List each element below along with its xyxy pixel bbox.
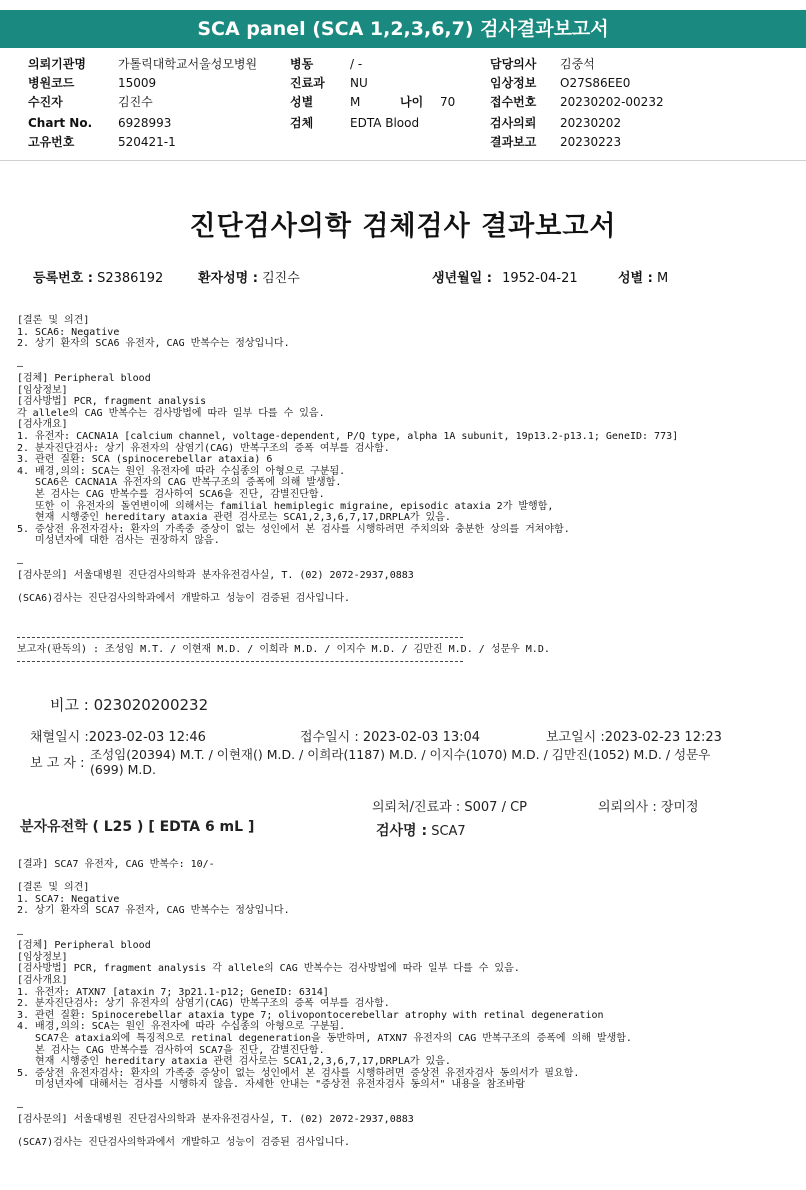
hdr-value: O27S86EE0 xyxy=(560,76,631,90)
hdr-value: EDTA Blood xyxy=(350,116,420,130)
reporter-value xyxy=(90,747,710,777)
request-label: 의뢰처/진료과 : xyxy=(372,800,461,815)
dashed-divider xyxy=(17,661,463,662)
hdr-value: 김중석 xyxy=(560,57,595,71)
hdr-label: 병동 xyxy=(290,57,314,71)
banner-title: SCA panel (SCA 1,2,3,6,7) 검사결과보고서 xyxy=(0,10,806,48)
report-value: 2023-02-23 12:23 xyxy=(604,730,722,745)
age-label: 나이 xyxy=(400,95,424,109)
collect-label: 채혈일시 : xyxy=(30,730,89,745)
hdr-label: 의뢰기관명 xyxy=(28,57,86,71)
receive-value: 2023-02-03 13:04 xyxy=(362,730,481,745)
header-divider xyxy=(0,160,806,161)
patient-label: 환자성명 : xyxy=(198,271,258,286)
reporter-label: 보 고 자 : xyxy=(30,756,85,771)
hdr-label: 임상정보 xyxy=(490,76,537,90)
remarks-label: 비고 : xyxy=(50,696,89,714)
report-time xyxy=(546,726,722,745)
hdr-value: / - xyxy=(350,57,363,71)
hdr-label: 병원코드 xyxy=(28,76,75,90)
hdr-value: M xyxy=(350,95,361,109)
hdr-value: 20230202 xyxy=(560,116,622,130)
birth-label: 생년월일 : xyxy=(432,271,492,286)
header-col2 xyxy=(290,56,455,134)
report-page xyxy=(0,170,806,1190)
hdr-value: 15009 xyxy=(118,76,157,90)
header-col3 xyxy=(490,56,664,153)
sex-label: 성별 : xyxy=(618,271,653,286)
hdr-label: 수진자 xyxy=(28,95,63,109)
hdr-value: 20230202-00232 xyxy=(560,95,664,109)
birth-date xyxy=(432,267,578,286)
hdr-value: 가톨릭대학교서울성모병원 xyxy=(118,57,258,71)
sex xyxy=(618,267,668,286)
request-value: S007 / CP xyxy=(464,800,528,815)
hdr-label: 고유번호 xyxy=(28,135,75,149)
dashed-divider xyxy=(17,637,463,638)
reporter-line-1: 조성임(20394) M.T. / 이현재() M.D. / 이희라(1187) M.D. / 이지수(1070) M.D. / 김만진(1052) M.D. / 성문우 xyxy=(90,747,711,762)
hdr-value: 6928993 xyxy=(118,116,172,130)
hdr-label: 접수번호 xyxy=(490,95,537,109)
report-label: 보고일시 : xyxy=(546,730,605,745)
hdr-label: 담당의사 xyxy=(490,57,537,71)
hdr-value: 20230223 xyxy=(560,135,622,149)
report-title: 진단검사의학 검체검사 결과보고서 xyxy=(189,211,617,242)
hdr-label: 결과보고 xyxy=(490,135,537,149)
hdr-label: 성별 xyxy=(290,95,314,109)
doctor-value: 장미정 xyxy=(660,800,699,815)
header-col1 xyxy=(28,56,257,153)
reg-label: 등록번호 : xyxy=(33,271,93,286)
request-doctor xyxy=(598,796,699,815)
test-label: 검사명 : xyxy=(376,823,428,839)
reporter-line-2: (699) M.D. xyxy=(90,762,156,777)
sca6-reporters: 보고자(판독의) : 조성임 M.T. / 이현재 M.D. / 이희라 M.D. / 이지수 M.D. / 김만진 M.D. / 성문우 M.D. xyxy=(17,644,550,655)
test-name xyxy=(376,820,466,840)
collect-time xyxy=(30,726,206,745)
doctor-label: 의뢰의사 : xyxy=(598,800,657,815)
hdr-label: 검체 xyxy=(290,116,314,130)
sex-value: M xyxy=(656,271,669,286)
receive-time xyxy=(300,726,480,745)
hdr-value: 520421-1 xyxy=(118,135,176,149)
collect-value: 2023-02-03 12:46 xyxy=(88,730,206,745)
birth-value: 1952-04-21 xyxy=(502,271,578,286)
reg-value: S2386192 xyxy=(97,271,164,286)
remarks-value: 023020200232 xyxy=(93,696,209,714)
receive-label: 접수일시 : xyxy=(300,730,359,745)
reg-number xyxy=(33,267,163,286)
hdr-label: 검사의뢰 xyxy=(490,116,537,130)
request-dept xyxy=(372,796,527,815)
hdr-value: 김진수 xyxy=(118,95,153,109)
remarks xyxy=(50,694,208,715)
section-title: 분자유전학 ( L25 ) [ EDTA 6 mL ] xyxy=(20,819,255,835)
age-value: 70 xyxy=(440,95,456,109)
hdr-label: 진료과 xyxy=(290,76,325,90)
hdr-label: Chart No. xyxy=(28,116,93,130)
sca7-report-text: [결과] SCA7 유전자, CAG 반복수: 10/- [결론 및 의견] 1. SCA7: Negative 2. 상기 환자의 SCA7 유전자, CAG 반복수는 정상입니다. — [검체] Peripheral blood [임상정보] [검사방법] PCR, fragment analysis 각 allele의 CAG 반복수는 검사방법에 따라 일부 다를 수 있음. [검사개요] 1. 유전자: ATXN7 [ataxin 7; 3p21.1-p12; GeneID: 6314] 2. 분자진단검사: 상기 유전자의 삼염기(CAG) 반복구조의 증폭 여부를 검사함. 3. 관련 질환: Spinocerebellar ataxia type 7; olivopontocerebellar atrophy with retinal degeneration 4. 배경,의의: SCA는 원인 유전자에 따라 수십종의 아형으로 구분됨. SCA7은 ataxia외에 특징적으로 retinal degeneration을 동반하며, ATXN7 유전자의 CAG 반복구조의 증폭에 의해 발생함. 본 검사는 CAG 반복수를 검사하여 SCA7을 진단, 감별진단함. 현재 시행중인 hereditary ataxia 관련 검사로는 SCA1,2,3,6,7,17,DRPLA가 있음. 5. 증상전 유전자검사: 환자의 가족중 증상이 없는 성인에서 본 검사를 시행하려면 증상전 유전자검사 동의서가 필요함. 미성년자에 대해서는 검사를 시행하지 않음. 자세한 안내는 "증상전 유전자검사 동의서" 내용을 참조바람 — [검사문의] 서울대병원 진단검사의학과 분자유전검사실, T. (02) 2072-2937,0883 (SCA7)검사는 진단검사의학과에서 개발하고 성능이 검증된 검사입니다. xyxy=(17,859,632,1149)
hdr-value: NU xyxy=(350,76,368,90)
sca6-report-text: [결론 및 의견] 1. SCA6: Negative 2. 상기 환자의 SCA6 유전자, CAG 반복수는 정상입니다. — [검체] Peripheral blood [임상정보] [검사방법] PCR, fragment analysis 각 allele의 CAG 반복수는 검사방법에 따라 일부 다를 수 있음. [검사개요] 1. 유전자: CACNA1A [calcium channel, voltage-dependent, P/Q type, alpha 1A subunit, 19p13.2-p13.1; GeneID: 773] 2. 분자진단검사: 상기 유전자의 삼염기(CAG) 반복구조의 증폭 여부를 검사함. 3. 관련 질환: SCA (spinocerebellar ataxia) 6 4. 배경,의의: SCA는 원인 유전자에 따라 수십종의 아형으로 구분됨. SCA6은 CACNA1A 유전자의 CAG 반복구조의 증폭에 의해 발생함. 본 검사는 CAG 반복수를 검사하여 SCA6을 진단, 감별진단함. 또한 이 유전자의 돌연변이에 의해서는 familial hemiplegic migraine, episodic ataxia 2가 발행함, 현재 시행중인 hereditary ataxia 관련 검사로는 SCA1,2,3,6,7,17,DRPLA가 있음. 5. 증상전 유전자검사: 환자의 가족중 증상이 없는 성인에서 본 검사를 시행하려면 주치의와 충분한 상의를 거쳐야함. 미성년자에 대한 검사는 권장하지 않음. — [검사문의] 서울대병원 진단검사의학과 분자유전검사실, T. (02) 2072-2937,0883 (SCA6)검사는 진단검사의학과에서 개발하고 성능이 검증된 검사입니다. xyxy=(17,315,679,605)
patient-value: 김진수 xyxy=(262,271,300,286)
patient-name xyxy=(198,267,300,286)
test-value: SCA7 xyxy=(431,824,466,839)
